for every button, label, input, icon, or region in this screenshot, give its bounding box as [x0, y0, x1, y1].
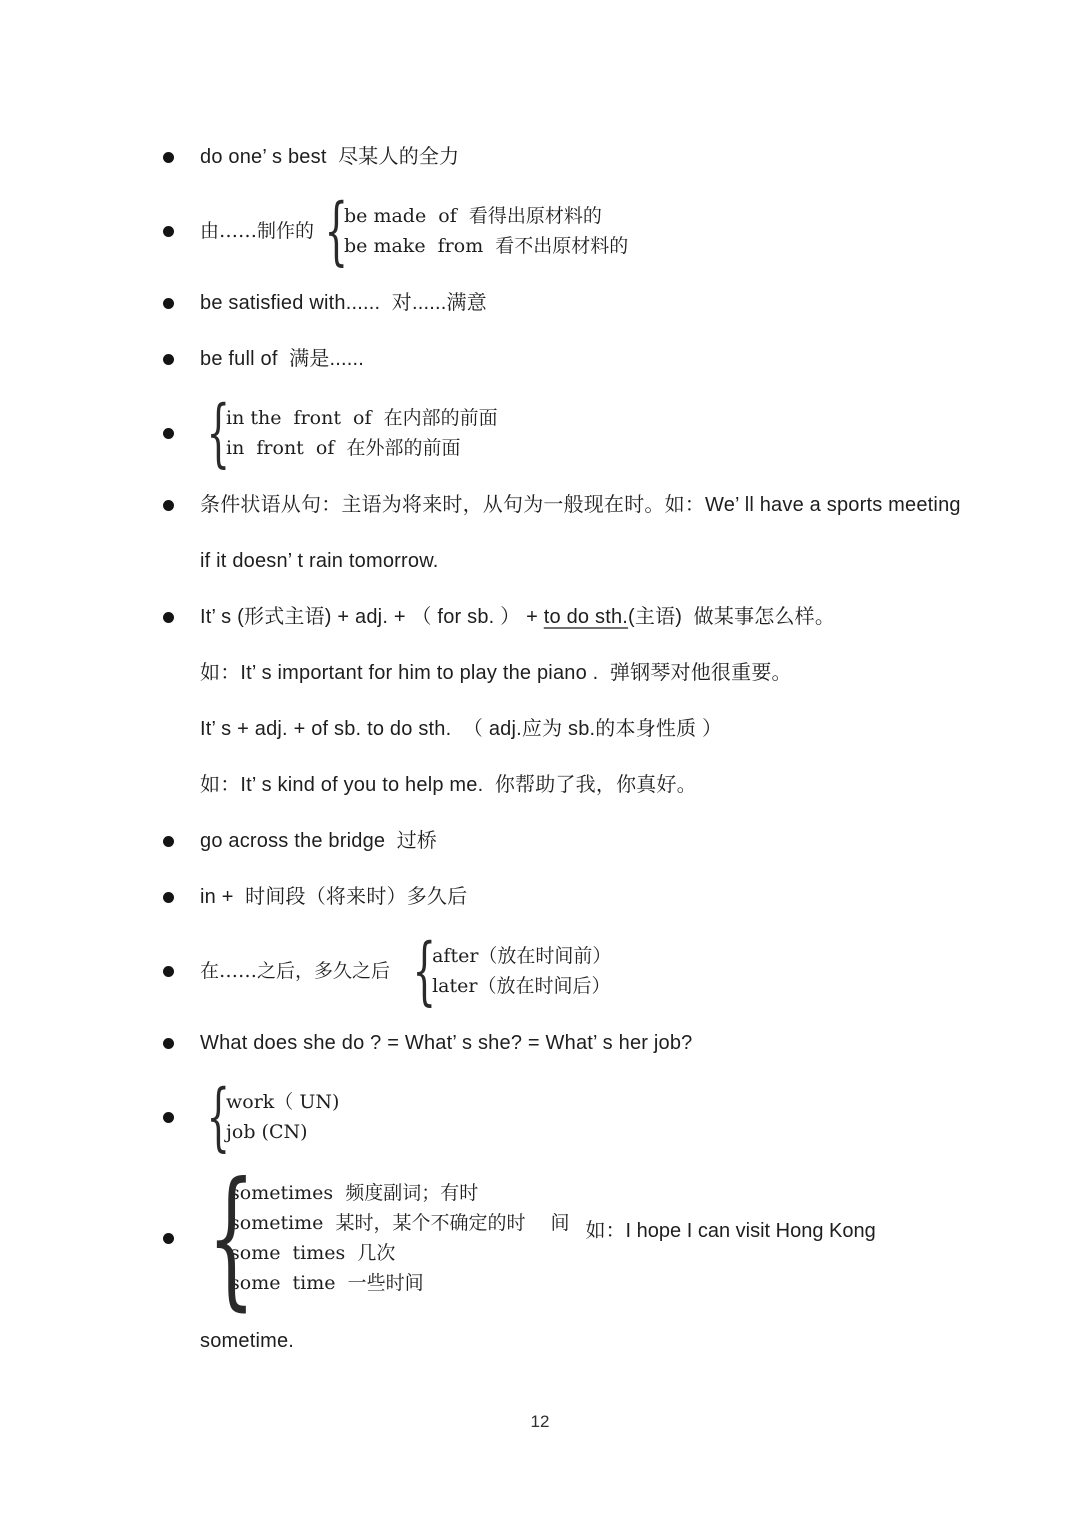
- bullet-icon: [163, 966, 174, 977]
- bullet-icon: [163, 226, 174, 237]
- list-item-after-later: [163, 928, 1043, 1014]
- item-text: in + 时间段（将来时）多久后: [200, 886, 468, 908]
- item-text: do one’ s best 尽某人的全力: [200, 146, 460, 168]
- bullet-icon: [163, 1038, 174, 1049]
- brace-line: work（ UN): [226, 1091, 340, 1113]
- left-brace-icon: {: [207, 1151, 256, 1325]
- bullet-icon: [163, 298, 174, 309]
- bullet-col: [163, 883, 200, 903]
- bullet-col-empty: [163, 771, 200, 780]
- item-text: 条件状语从句：主语为将来时，从句为一般现在时。如：We’ ll have a sports meeting: [200, 494, 961, 516]
- notes-list: [163, 143, 1043, 1383]
- item-text: be satisfied with...... 对......满意: [200, 292, 487, 314]
- brace-line: be make from 看不出原材料的: [344, 235, 629, 257]
- bullet-col: [163, 226, 200, 237]
- bullet-icon: [163, 836, 174, 847]
- brace-line: sometime 某时，某个不确定的时 间: [230, 1212, 570, 1234]
- brace-group: [230, 1178, 570, 1298]
- bullet-col: [163, 491, 200, 511]
- bullet-icon: [163, 428, 174, 439]
- bullet-col-empty: [163, 715, 200, 724]
- text-segment: It’ s (形式主语) + adj. + （ for sb. ） +: [200, 606, 544, 628]
- list-item-be-full-of: [163, 345, 1043, 373]
- list-item-do-ones-best: [163, 143, 1043, 171]
- brace-group: [226, 1087, 339, 1147]
- item-text: What does she do ? = What’ s she? = What’ s her job?: [200, 1032, 693, 1054]
- left-brace-icon: {: [412, 928, 437, 1014]
- bullet-col: [163, 827, 200, 847]
- list-item-in-duration: [163, 883, 1043, 911]
- list-item-go-across-bridge: [163, 827, 1043, 855]
- bullet-icon: [163, 354, 174, 365]
- brace-line: some time 一些时间: [230, 1272, 424, 1294]
- brace-group: [432, 941, 611, 1001]
- item-text: [200, 603, 835, 631]
- item-text: if it doesn’ t rain tomorrow.: [200, 550, 439, 572]
- brace-line: some times 几次: [230, 1242, 396, 1264]
- list-item-work-job: [163, 1074, 1043, 1160]
- item-text: It’ s + adj. + of sb. to do sth. （ adj.应为 sb.的本身性质 ）: [200, 718, 723, 740]
- continuation-line: [163, 547, 1043, 575]
- bullet-col: [163, 143, 200, 163]
- left-brace-icon: {: [206, 390, 231, 476]
- bullet-col-empty: [163, 1327, 200, 1336]
- bullet-icon: [163, 612, 174, 623]
- page-number: 12: [530, 1412, 550, 1431]
- bullet-col-empty: [163, 547, 200, 556]
- brace-group: [344, 201, 628, 261]
- bullet-icon: [163, 1233, 174, 1244]
- bullet-icon: [163, 500, 174, 511]
- bullet-col: [163, 1112, 200, 1123]
- item-text: 如：It’ s kind of you to help me. 你帮助了我，你真好。: [200, 774, 697, 796]
- list-item-its-adj-for-sb: [163, 603, 1043, 631]
- bullet-col: [163, 1233, 200, 1244]
- bullet-col: [163, 966, 200, 977]
- bullet-icon: [163, 152, 174, 163]
- continuation-line: [163, 1327, 1043, 1355]
- continuation-line: [163, 771, 1043, 799]
- item-text: 如：It’ s important for him to play the piano . 弹钢琴对他很重要。: [200, 662, 792, 684]
- underlined-segment: to do sth.: [543, 606, 629, 628]
- brace-line: in the front of 在内部的前面: [226, 407, 498, 429]
- continuation-line: [163, 659, 1043, 687]
- bullet-col: [163, 345, 200, 365]
- bullet-col: [163, 603, 200, 623]
- bullet-col-empty: [163, 659, 200, 668]
- list-item-what-does-she-do: [163, 1029, 1043, 1057]
- brace-line: after（放在时间前）: [432, 945, 612, 967]
- list-item-be-made-of: [163, 188, 1043, 274]
- left-brace-icon: {: [206, 1074, 231, 1160]
- bullet-icon: [163, 1112, 174, 1123]
- brace-line: sometimes 频度副词；有时: [230, 1182, 479, 1204]
- item-text: be full of 满是......: [200, 348, 365, 370]
- brace-line: in front of 在外部的前面: [226, 437, 461, 459]
- brace-line: job (CN): [226, 1121, 308, 1143]
- list-item-be-satisfied-with: [163, 289, 1043, 317]
- list-item-sometimes-group: [163, 1151, 1043, 1325]
- brace-line: be made of 看得出原材料的: [344, 205, 602, 227]
- bullet-col: [163, 428, 200, 439]
- list-item-in-front-of: [163, 390, 1043, 476]
- brace-line: later（放在时间后）: [432, 975, 611, 997]
- bullet-icon: [163, 892, 174, 903]
- left-brace-icon: {: [324, 188, 349, 274]
- item-label: 由……制作的: [200, 220, 315, 242]
- item-text: go across the bridge 过桥: [200, 830, 438, 852]
- list-item-conditional-clause: [163, 491, 1043, 519]
- item-text: sometime.: [200, 1330, 295, 1352]
- example-text: 如：I hope I can visit Hong Kong: [585, 1220, 876, 1242]
- bullet-col: [163, 1029, 200, 1049]
- bullet-col: [163, 289, 200, 309]
- item-label: 在……之后，多久之后: [200, 960, 403, 982]
- continuation-line: [163, 715, 1043, 743]
- text-segment: (主语) 做某事怎么样。: [628, 606, 836, 628]
- brace-group: [226, 403, 498, 463]
